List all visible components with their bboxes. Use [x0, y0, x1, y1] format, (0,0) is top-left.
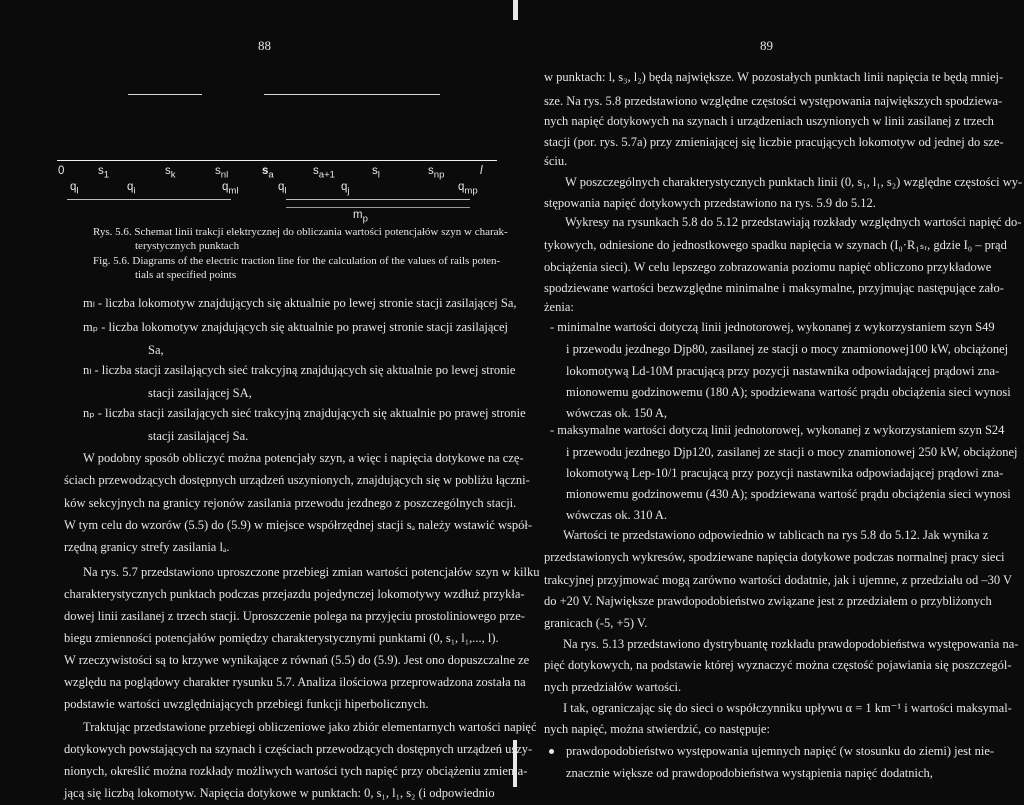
text-line: stacji zasilającej SA,: [148, 386, 252, 400]
caption-pl-line-2: terystycznych punktach: [135, 240, 240, 252]
text-line: nych napięć, można stwierdzić, co następuje:: [544, 722, 770, 736]
text-line: Na rys. 5.13 przedstawiono dystrybuantę rozkładu prawdopodobieństwa występowania na-: [563, 637, 1019, 651]
text-line: lokomotywą Lep-10/1 pracującą przy pozycji nastawnika odpowiadającej prądowi zna-: [566, 466, 1004, 480]
list-item: - minimalne wartości dotyczą linii jednotorowej, wykonanej z wykorzystaniem szyn S49: [550, 320, 995, 334]
caption-pl-line-1: Rys. 5.6. Schemat linii trakcji elektrycznej do obliczania wartości potencjałów szyn w charak-: [93, 226, 508, 238]
text-line: mionowemu godzinowemu (430 A); spodziewana wartość prądu obciążenia sieci wynosi: [566, 487, 1011, 501]
text-line: lokomotywą Ld-10M pracującą przy pozycji nastawnika odpowiadającej prądowi zna-: [566, 364, 1000, 378]
bullet-icon: [549, 749, 554, 754]
list-item: - maksymalne wartości dotyczą linii jednotorowej, wykonanej z wykorzystaniem szyn S24: [550, 423, 1005, 437]
page-number-left: 88: [258, 38, 271, 53]
text-line: względu na poglądowy charakter rysunku 5.7. Analiza ilościowa przeprowadzona została na: [64, 675, 526, 689]
text-line: Wykresy na rysunkach 5.8 do 5.12 przedstawiają rozkłady względnych wartości napięć do-: [565, 215, 1022, 229]
caption-en-line-2: tials at specified points: [135, 269, 237, 281]
text-line: Sa,: [148, 343, 164, 357]
text-line: dowej linii zasilanej z trzech stacji. Uproszczenie polega na przyjęciu prostoliniowego prze-: [64, 609, 525, 623]
text-line: sze. Na rys. 5.8 przedstawiono względne częstości występowania największych spodziewa-: [544, 94, 1003, 108]
text-line: nych przedziałów wartości.: [544, 680, 682, 694]
text-line: dotykowych powstających na szynach i częściach przewodzących dostępnych urządzeń uszy-: [64, 742, 533, 756]
text-line: W podobny sposób obliczyć można potencjały szyn, a więc i napięcia dotykowe na czę-: [83, 451, 524, 465]
text-line: do +20 V. Największe prawdopodobieństwo związane jest z przedziałem o przybliżonych: [544, 594, 992, 608]
text-line: pięć dotykowych, na podstawie której wyznaczyć można częstość pojawiania się poszczegól-: [544, 658, 1012, 672]
text-line: ków sekcyjnych na granicy rejonów zasilania przewodu jezdnego z poszczególnych stacji.: [64, 496, 517, 510]
text-line: nych napięć dotykowych na szynach i urządzeniach uszynionych w linii zasilanej z trzech: [544, 114, 994, 128]
text-line: wówczas ok. 310 A.: [566, 508, 668, 522]
text-line: mₗ - liczba lokomotyw znajdujących się aktualnie po lewej stronie stacji zasilającej Sa,: [83, 296, 517, 310]
text-line: stacji zasilającej Sa.: [148, 429, 249, 443]
text-line: ściu.: [544, 154, 568, 168]
text-line: żenia:: [544, 300, 574, 314]
text-line: i przewodu jezdnego Djp80, zasilanej ze stacji o mocy znamionowej100 kW, obciążonej: [566, 342, 1009, 356]
text-line: W rzeczywistości są to krzywe wynikające z równań (5.5) do (5.9). Jest ono dopuszczalne ze: [64, 653, 530, 667]
page-number-right: 89: [760, 38, 773, 53]
text-line: rzędną granicy strefy zasilania lₐ.: [64, 540, 230, 554]
book-spread: 88 0 $s_1$ $s_k$ $s_{nl}$ $s_a$ $s_{a+1}$ $s_l$ $s_{np}$ l $q_l$ $q_i$ $q_{ml}$ $q_l$ $q_j$ $q_{mp}$ $m_p$ Rys. 5.6. Schemat linii trakcji elektrycznej do obliczania wartości potencjałów szyn w charak- terystycznych punktach Fig. 5.6. Diagrams of the electric traction line for the calculation of the values of rails poten- tials at specified points mₗ - liczba lokomotyw znajdujących się aktualnie po lewej stronie stacji zasilającej Sa, mₚ - liczba lokomotyw znajdujących się aktualnie po prawej stronie stacji zasilającej Sa, nₗ - liczba stacji zasilających sieć trakcyjną znajdujących się aktualnie po lewej stronie stacji zasilającej SA, nₚ - liczba stacji zasilających sieć trakcyjną znajdujących się aktualnie po prawej stronie stacji zasilającej Sa. W podobny sposób obliczyć można potencjały szyn, a więc i napięcia dotykowe na czę- ściach przewodzących dostępnych urządzeń uszynionych, znajdujących się w pobliżu łączni- ków sekcyjnych na granicy rejonów zasilania przewodu jezdnego z poszczególnych stacji. W tym celu do wzorów (5.5) do (5.9) w miejsce współrzędnej stacji sₐ należy wstawić współ- rzędną granicy strefy zasilania lₐ. Na rys. 5.7 przedstawiono uproszczone przebiegi zmian wartości potencjałów szyn w kilku charakterystycznych punktach podczas przejazdu pojedynczej lokomotywy wzdłuż przykła- dowej linii zasilanej z trzech stacji. Uproszczenie polega na przyjęciu prostoliniowego prze- biegu zmienności potencjałów pomiędzy charakterystycznymi punktami (0, s₁, l₁,..., l). W rzeczywistości są to krzywe wynikające z równań (5.5) do (5.9). Jest ono dopuszczalne ze względu na poglądowy charakter rysunku 5.7. Analiza ilościowa przeprowadzona została na podstawie wartości uwzględniających przebiegi funkcji hiperbolicznych. Traktując przedstawione przebiegi obliczeniowe jako zbiór elementarnych wartości napięć dotykowych powstających na szynach i częściach przewodzących dostępnych urządzeń uszy- nionych, określić można rozkłady możliwych wartości tych napięć przy obciążeniu zmienia- jącą się liczbą lokomotyw. Napięcia dotykowe w punktach: 0, s₁, l₁, s₂ (i odpowiednio 89 w punktach: l, s₃, l₂) będą największe. W pozostałych punktach linii napięcia te będą mniej- sze. Na rys. 5.8 przedstawiono względne częstości występowania największych spodziewa- nych napięć dotykowych na szynach i urządzeniach uszynionych w linii zasilanej z trzech stacji (por. rys. 5.7a) przy zmieniającej się liczbie pracujących lokomotyw od jednej do sze- ściu. W poszczególnych charakterystycznych punktach linii (0, s₁, l₁, s₂) względne częstości wy- stępowania napięć dotykowych przedstawiono na rys. 5.9 do 5.12. Wykresy na rysunkach 5.8 do 5.12 przedstawiają rozkłady względnych wartości napięć do- tykowych, odniesione do jednostkowego spadku napięcia w szynach (I₀·R₁ₛᵣ, gdzie I₀ – prąd obciążenia sieci). W celu lepszego zobrazowania poziomu napięć obliczono przykładowe spodziewane wartości bezwzględne minimalne i maksymalne, przyjmując następujące zało- żenia: - minimalne wartości dotyczą linii jednotorowej, wykonanej z wykorzystaniem szyn S49 i przewodu jezdnego Djp80, zasilanej ze stacji o mocy znamionowej100 kW, obciążonej lokomotywą Ld-10M pracującą przy pozycji nastawnika odpowiadającej prądowi zna- mionowemu godzinowemu (180 A); spodziewana wartość prądu obciążenia sieci wynosi wówczas ok. 150 A, - maksymalne wartości dotyczą linii jednotorowej, wykonanej z wykorzystaniem szyn S24 i przewodu jezdnego Djp120, zasilanej ze stacji o mocy znamionowej 250 kW, obciążonej lokomotywą Lep-10/1 pracującą przy pozycji nastawnika odpowiadającej prądowi zna- mionowemu godzinowemu (430 A); spodziewana wartość prądu obciążenia sieci wynosi wówczas ok. 310 A. Wartości te przedstawiono odpowiednio w tablicach na rys 5.8 do 5.12. Jak wynika z przedstawionych wykresów, spodziewane napięcia dotykowe podczas normalnej pracy sieci trakcyjnej przyjmować mogą zarówno wartości dodatnie, jak i ujemne, z przedziału od –30 V do +20 V. Największe prawdopodobieństwo związane jest z przedziałem o przybliżonych granicach (-5, +5) V. Na rys. 5.13 przedstawiono dystrybuantę rozkładu prawdopodobieństwa występowania na- pięć dotykowych, na podstawie której wyznaczyć można częstość pojawiania się poszczegól- nych przedziałów wartości. I tak, ograniczając się do sieci o współczynniku upływu α = 1 km⁻¹ i wartości maksymal- nych napięć, można stwierdzić, co następuje: prawdopodobieństwo występowania ujemnych napięć (w stosunku do ziemi) jest nie- znacznie większe od prawdopodobieństwa wystąpienia napięć dodatnich,: [0, 0, 1024, 787]
text-line: W poszczególnych charakterystycznych punktach linii (0, s₁, l₁, s₂) względne częstości wy-: [565, 175, 1023, 189]
text-line: nionych, określić można rozkłady możliwych wartości tych napięć przy obciążeniu zmienia-: [64, 764, 528, 778]
text-line: stacji (por. rys. 5.7a) przy zmieniającej się liczbie pracujących lokomotyw od jednej do sze-: [544, 135, 1004, 149]
text-line: Traktując przedstawione przebiegi obliczeniowe jako zbiór elementarnych wartości napięć: [83, 720, 537, 734]
text-line: jącą się liczbą lokomotyw. Napięcia dotykowe w punktach: 0, s₁, l₁, s₂ (i odpowiednio: [64, 786, 495, 800]
text-line: w punktach: l, s₃, l₂) będą największe. W pozostałych punktach linii napięcia te będą mniej-: [544, 70, 1004, 84]
text-line: przedstawionych wykresów, spodziewane napięcia dotykowe podczas normalnej pracy sieci: [544, 550, 1005, 564]
text-line: trakcyjnej przyjmować mogą zarówno wartości dodatnie, jak i ujemne, z przedziału od –30 V: [544, 573, 1013, 587]
text-line: wówczas ok. 150 A,: [566, 406, 668, 420]
text-line: mionowemu godzinowemu (180 A); spodziewana wartość prądu obciążenia sieci wynosi: [566, 385, 1011, 399]
text-line: I tak, ograniczając się do sieci o współczynniku upływu α = 1 km⁻¹ i wartości maksymal-: [563, 701, 1012, 715]
text-line: ściach przewodzących dostępnych urządzeń uszynionych, znajdujących się w pobliżu łączni-: [64, 473, 530, 487]
list-item: prawdopodobieństwo występowania ujemnych napięć (w stosunku do ziemi) jest nie-: [566, 744, 995, 758]
text-line: granicach (-5, +5) V.: [544, 616, 648, 630]
page-binding-edge: [513, 0, 518, 20]
text-line: obciążenia sieci). W celu lepszego zobrazowania poziomu napięć obliczono przykładowe: [544, 260, 992, 274]
text-line: W tym celu do wzorów (5.5) do (5.9) w miejsce współrzędnej stacji sₐ należy wstawić współ-: [64, 518, 532, 532]
text-line: nₗ - liczba stacji zasilających sieć trakcyjną znajdujących się aktualnie po lewej stronie: [83, 363, 516, 377]
text-line: biegu zmienności potencjałów pomiędzy charakterystycznymi punktami (0, s₁, l₁,..., l).: [64, 631, 499, 645]
text-line: nₚ - liczba stacji zasilających sieć trakcyjną znajdujących się aktualnie po prawej stronie: [83, 406, 526, 420]
text-line: spodziewane wartości bezwzględne minimalne i maksymalne, przyjmując następujące zało-: [544, 281, 1004, 295]
text-line: tykowych, odniesione do jednostkowego spadku napięcia w szynach (I₀·R₁ₛᵣ, gdzie I₀ – prąd: [544, 238, 1007, 252]
text-line: mₚ - liczba lokomotyw znajdujących się aktualnie po prawej stronie stacji zasilającej: [83, 320, 508, 334]
text-line: stępowania napięć dotykowych przedstawiono na rys. 5.9 do 5.12.: [544, 196, 876, 210]
text-line: Wartości te przedstawiono odpowiednio w tablicach na rys 5.8 do 5.12. Jak wynika z: [563, 528, 989, 542]
text-line: i przewodu jezdnego Djp120, zasilanej ze stacji o mocy znamionowej 250 kW, obciążonej: [566, 445, 1018, 459]
text-line: podstawie wartości uwzględniających przebiegi funkcji hiperbolicznych.: [64, 697, 429, 711]
text-line: Na rys. 5.7 przedstawiono uproszczone przebiegi zmian wartości potencjałów szyn w kilku: [83, 565, 540, 579]
text-line: charakterystycznych punktach podczas przejazdu pojedynczej lokomotywy wzdłuż przykła-: [64, 587, 525, 601]
caption-en-line-1: Fig. 5.6. Diagrams of the electric traction line for the calculation of the values of rails poten-: [93, 255, 501, 267]
text-line: znacznie większe od prawdopodobieństwa wystąpienia napięć dodatnich,: [566, 766, 933, 780]
